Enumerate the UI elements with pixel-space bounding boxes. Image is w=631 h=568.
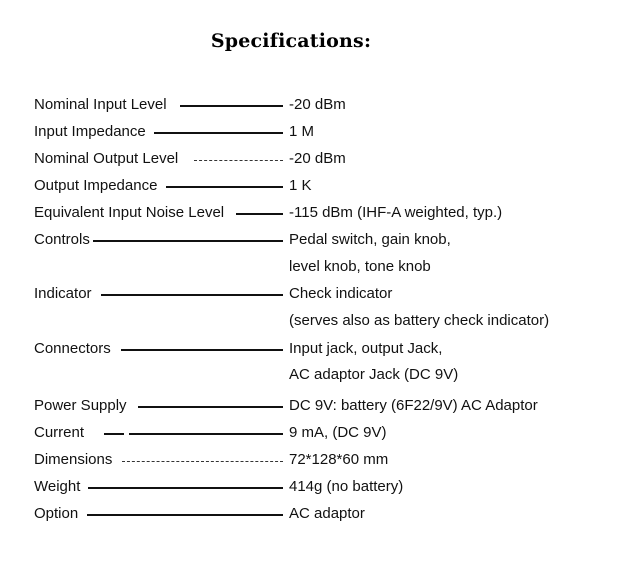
leader-line xyxy=(154,132,283,134)
spec-label: Controls xyxy=(34,231,90,248)
page-title: Specifications: xyxy=(210,30,372,52)
spec-row-indicator xyxy=(0,284,631,304)
leader-line xyxy=(88,487,283,489)
spec-row-current xyxy=(0,423,631,443)
spec-label: Weight xyxy=(34,478,81,495)
leader-line xyxy=(121,349,283,351)
leader-line xyxy=(236,213,283,215)
spec-label: Option xyxy=(34,505,79,522)
spec-value: Input jack, output Jack, xyxy=(289,340,443,357)
leader-line xyxy=(93,240,283,242)
leader-line xyxy=(194,160,283,161)
spec-label: Dimensions xyxy=(34,451,113,468)
spec-label: Input Impedance xyxy=(34,123,146,140)
spec-label: Nominal Input Level xyxy=(34,96,167,113)
spec-label: Nominal Output Level xyxy=(34,150,179,167)
leader-line xyxy=(122,461,283,462)
spec-row-equivalent-input-noise-level xyxy=(0,203,631,223)
spec-row-nominal-output-level xyxy=(0,149,631,169)
spec-value: Check indicator xyxy=(289,285,393,302)
leader-line xyxy=(138,406,283,408)
spec-value: -20 dBm xyxy=(289,150,346,167)
spec-value: 414g (no battery) xyxy=(289,478,404,495)
spec-value: 1 M xyxy=(289,123,315,140)
spec-value: Pedal switch, gain knob, xyxy=(289,231,451,248)
spec-value-continued: level knob, tone knob xyxy=(289,258,431,275)
spec-value: 72*128*60 mm xyxy=(289,451,389,468)
spec-row-controls-continued xyxy=(0,257,631,277)
spec-label: Power Supply xyxy=(34,397,127,414)
spec-value: AC adaptor xyxy=(289,505,365,522)
leader-line xyxy=(166,186,283,188)
spec-label: Output Impedance xyxy=(34,177,158,194)
spec-label: Indicator xyxy=(34,285,92,302)
leader-line xyxy=(129,433,283,435)
spec-value: 9 mA, (DC 9V) xyxy=(289,424,387,441)
spec-value: -115 dBm (IHF-A weighted, typ.) xyxy=(289,204,503,221)
leader-line xyxy=(87,514,283,516)
spec-value: DC 9V: battery (6F22/9V) AC Adaptor xyxy=(289,397,538,414)
spec-row-controls xyxy=(0,230,631,250)
spec-value-continued: (serves also as battery check indicator) xyxy=(289,312,550,329)
spec-row-output-impedance xyxy=(0,176,631,196)
spec-row-power-supply xyxy=(0,396,631,416)
spec-value: -20 dBm xyxy=(289,96,346,113)
spec-row-nominal-input-level xyxy=(0,95,631,115)
spec-label: Connectors xyxy=(34,340,111,357)
leader-line xyxy=(104,433,124,435)
spec-row-connectors-continued xyxy=(0,365,631,385)
spec-value: 1 K xyxy=(289,177,312,194)
spec-label: Current xyxy=(34,424,85,441)
spec-row-input-impedance xyxy=(0,122,631,142)
spec-row-weight xyxy=(0,477,631,497)
spec-row-dimensions xyxy=(0,450,631,470)
spec-label: Equivalent Input Noise Level xyxy=(34,204,225,221)
spec-row-connectors xyxy=(0,339,631,359)
spec-row-option xyxy=(0,504,631,524)
leader-line xyxy=(180,105,283,107)
spec-value-continued: AC adaptor Jack (DC 9V) xyxy=(289,366,459,383)
spec-row-indicator-continued xyxy=(0,311,631,331)
leader-line xyxy=(101,294,283,296)
